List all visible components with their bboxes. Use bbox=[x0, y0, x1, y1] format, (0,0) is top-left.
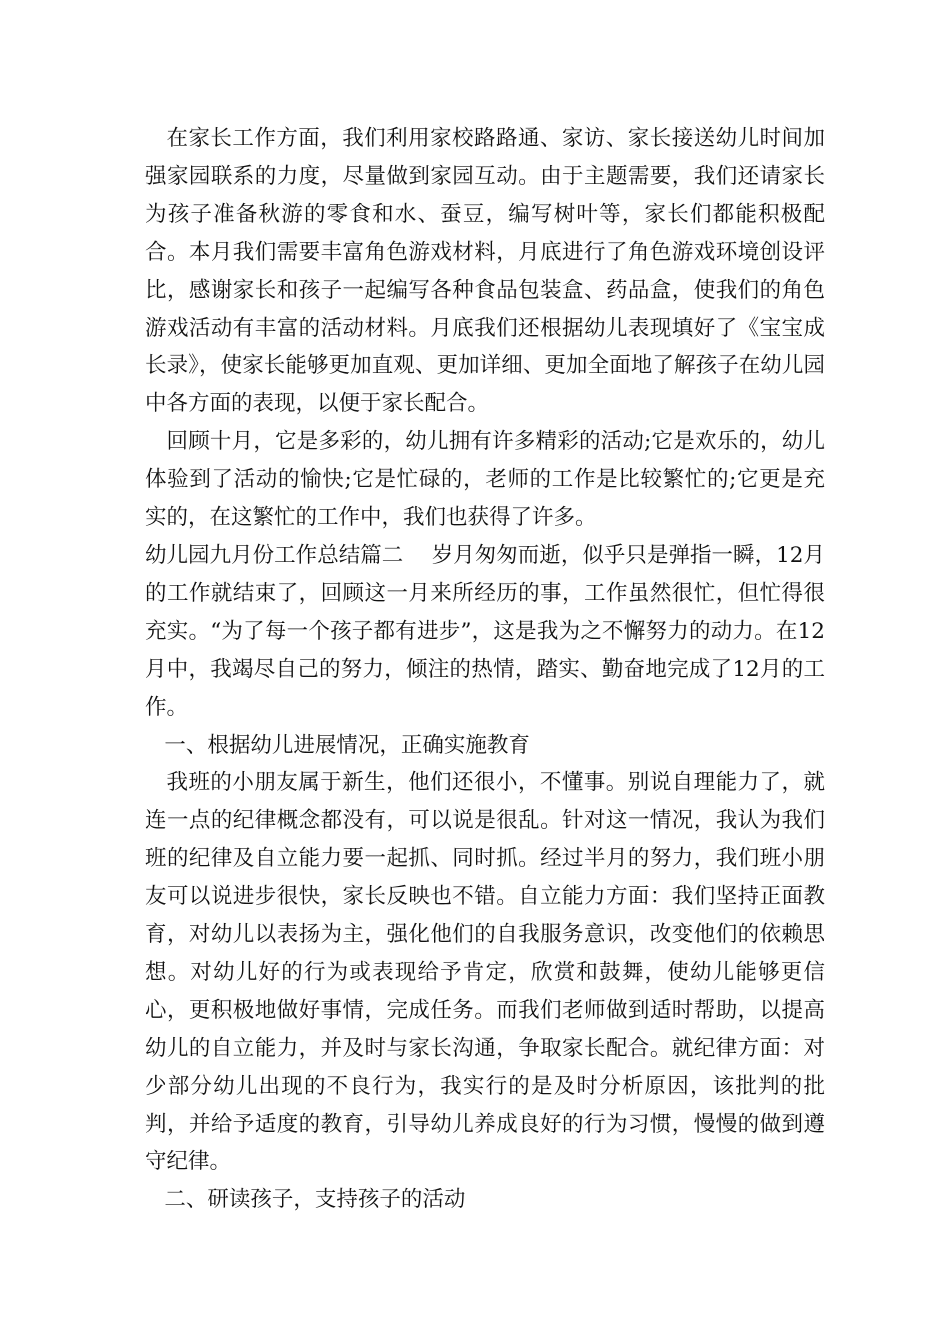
paragraph-class-discipline: 我班的小朋友属于新生，他们还很小，不懂事。别说自理能力了，就连一点的纪律概念都没有，可以说是很乱。针对这一情况，我认为我们班的纪律及自立能力要一起抓、同时抓。经过半月的努力，我们班小朋友可以说进步很快，家长反映也不错。自立能力方面：我们坚持正面教育，对幼儿以表扬为主，强化他们的自我服务意识，改变他们的依赖思想。对幼儿好的行为或表现给予肯定，欣赏和鼓舞，使幼儿能够更信心，更积极地做好事情，完成任务。而我们老师做到适时帮助，以提高幼儿的自立能力，并及时与家长沟通，争取家长配合。就纪律方面：对少部分幼儿出现的不良行为，我实行的是及时分析原因，该批判的批判，并给予适度的教育，引导幼儿养成良好的行为习惯，慢慢的做到遵守纪律。 bbox=[145, 770, 825, 1175]
document-body bbox=[145, 120, 825, 1219]
paragraph-parent-work: 在家长工作方面，我们利用家校路路通、家访、家长接送幼儿时间加强家园联系的力度，尽量做到家园互动。由于主题需要，我们还请家长为孩子准备秋游的零食和水、蚕豆，编写树叶等，家长们都能积极配合。本月我们需要丰富角色游戏材料，月底进行了角色游戏环境创设评比，感谢家长和孩子一起编写各种食品包装盒、药品盒，使我们的角色游戏活动有丰富的活动材料。月底我们还根据幼儿表现填好了《宝宝成长录》，使家长能够更加直观、更加详细、更加全面地了解孩子在幼儿园中各方面的表现，以便于家长配合。 bbox=[145, 126, 825, 417]
section-heading-two: 二、研读孩子，支持孩子的活动 bbox=[164, 1187, 466, 1213]
paragraph-october-review: 回顾十月，它是多彩的，幼儿拥有许多精彩的活动;它是欢乐的，幼儿体验到了活动的愉快;它是忙碌的，老师的工作是比较繁忙的;它更是充实的，在这繁忙的工作中，我们也获得了许多。 bbox=[145, 429, 825, 531]
paragraph-summary-part-two: 幼儿园九月份工作总结篇二 岁月匆匆而逝，似乎只是弹指一瞬，12月的工作就结束了，回顾这一月来所经历的事，工作虽然很忙，但忙得很充实。“为了每一个孩子都有进步”，这是我为之不懈努力的动力。在12月中，我竭尽自己的努力，倾注的热情，踏实、勤奋地完成了12月的工作。 bbox=[145, 542, 825, 720]
section-heading-one: 一、根据幼儿进展情况，正确实施教育 bbox=[164, 732, 530, 758]
